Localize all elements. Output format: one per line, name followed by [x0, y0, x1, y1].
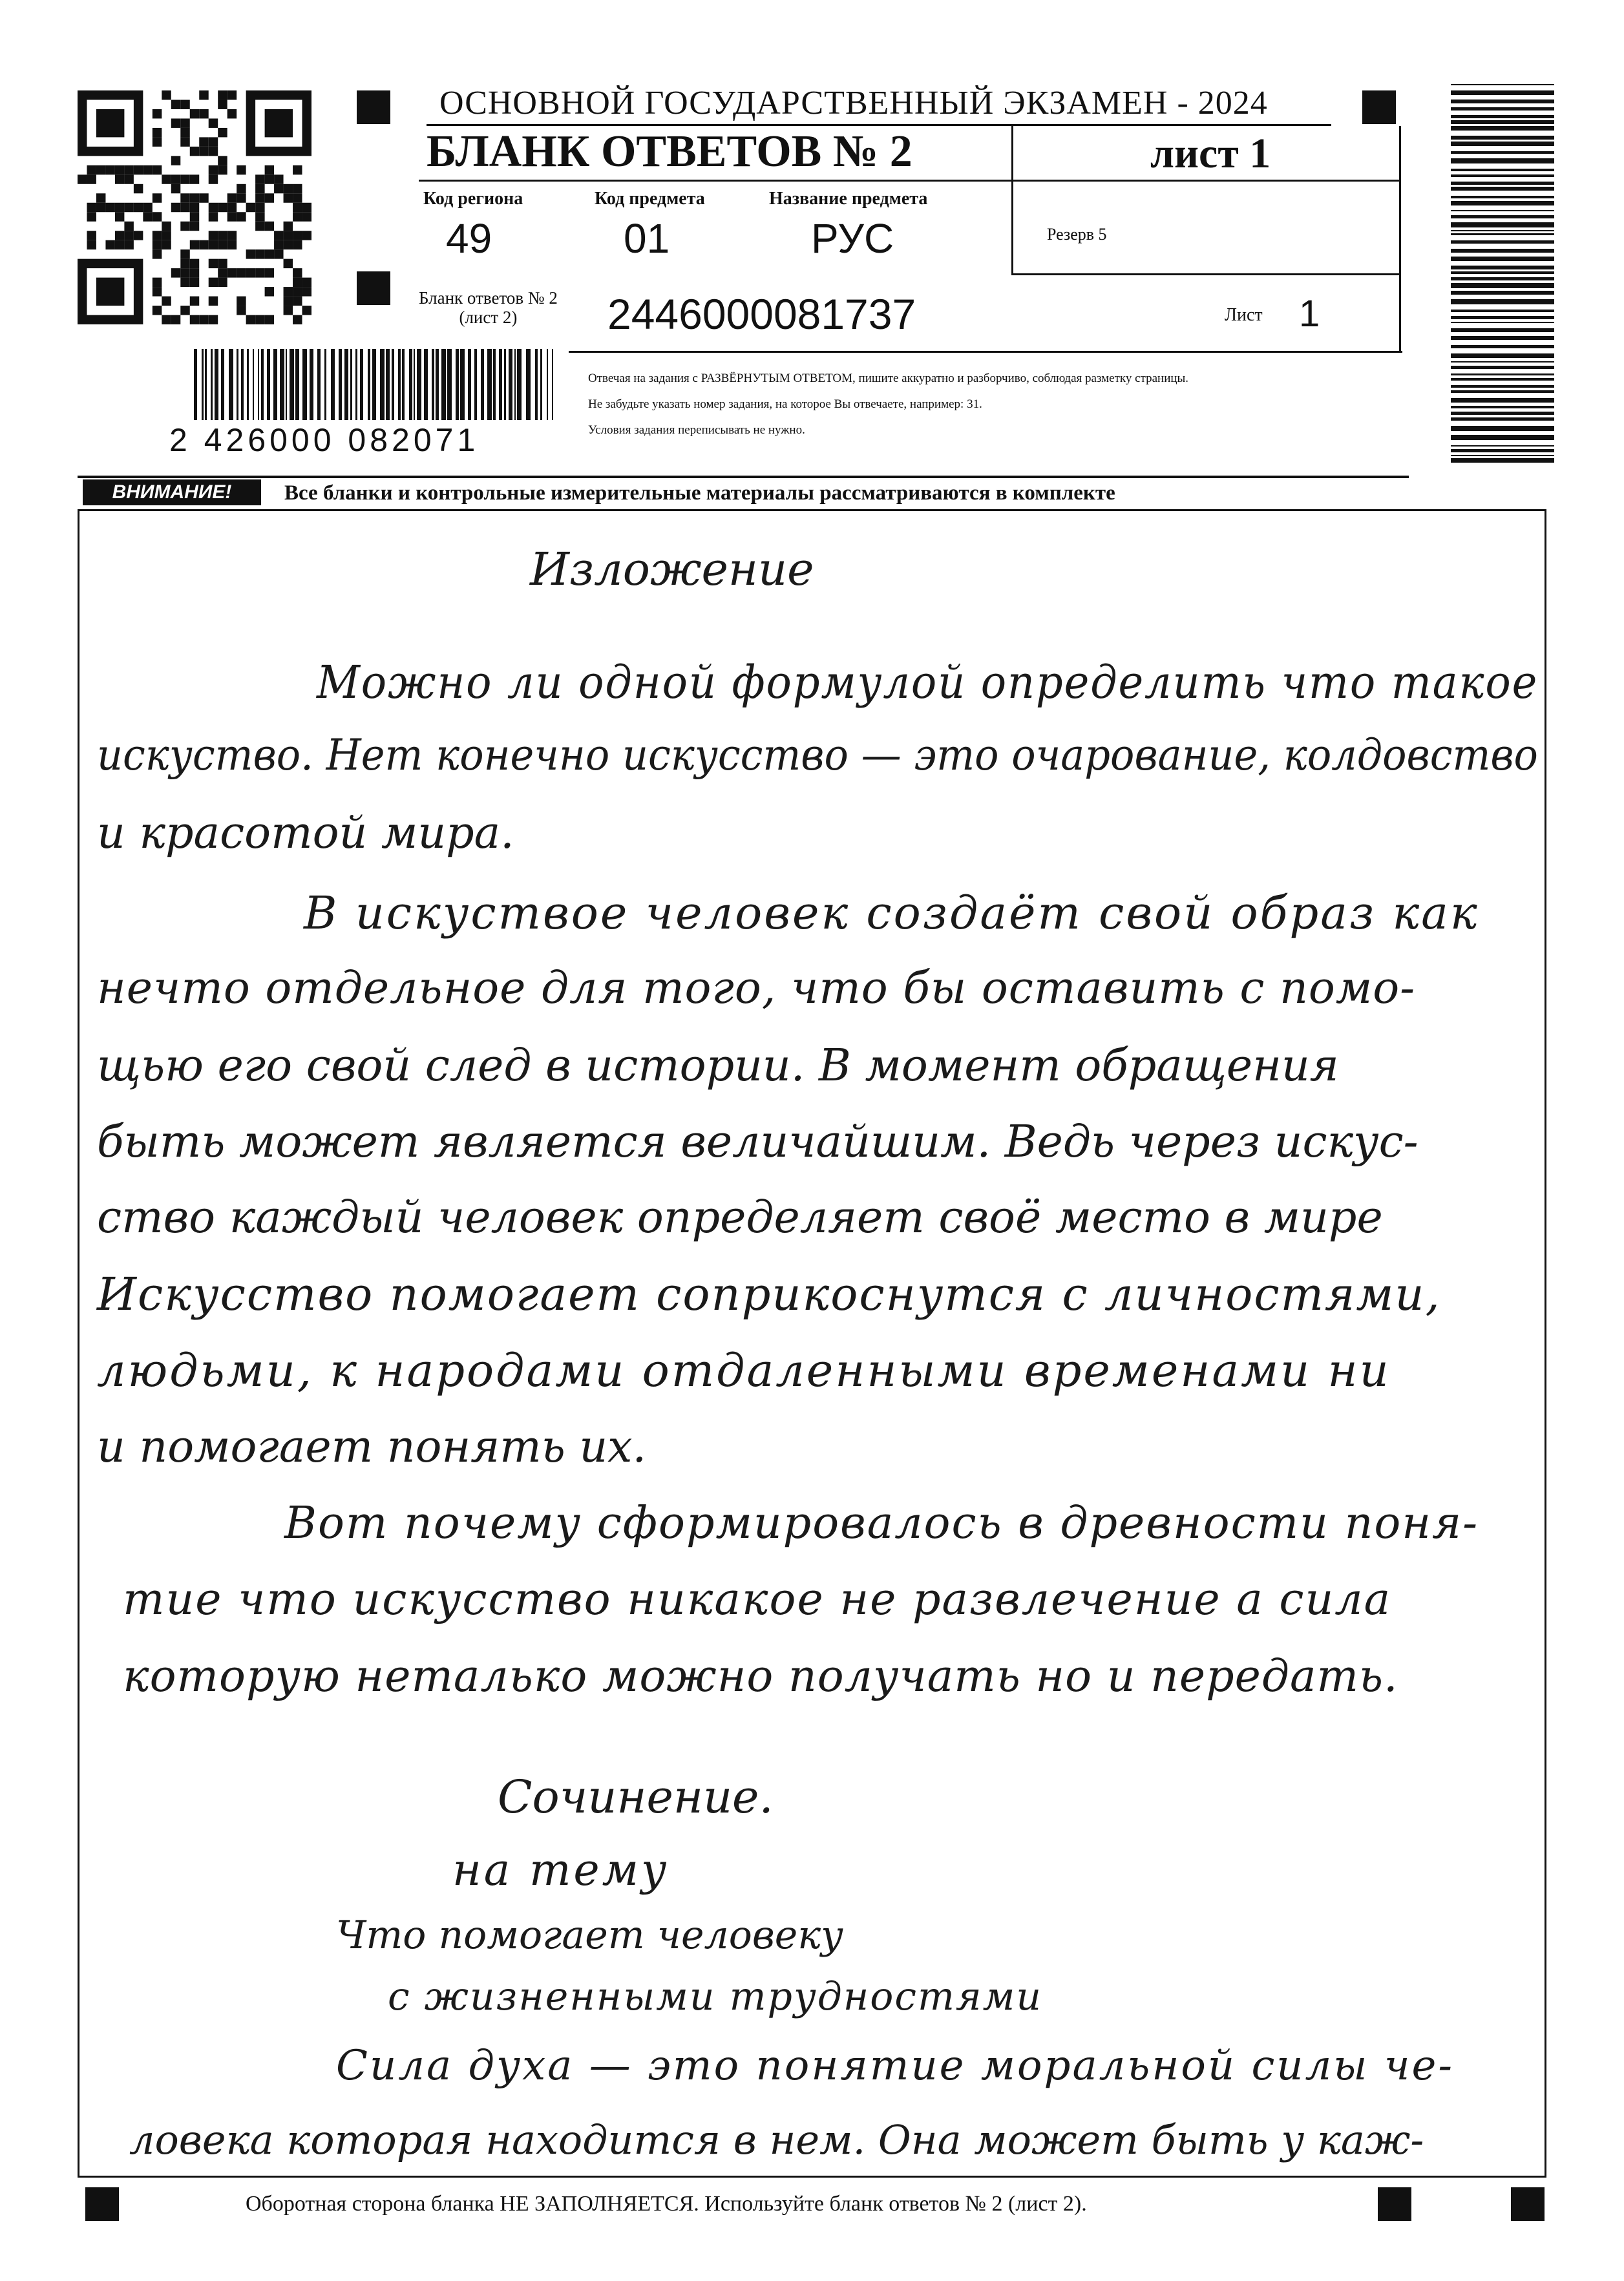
subject-code-value: 01: [624, 215, 670, 262]
handwritten-line: В искуствое человек создаёт свой образ как: [304, 887, 1479, 940]
header-bottom-rule: [78, 476, 1409, 478]
registration-mark-bottom-right-2: [1511, 2187, 1545, 2221]
blank-number: 2446000081737: [607, 290, 916, 338]
qr-code: [78, 90, 311, 324]
handwritten-line: быть может является величайшим. Ведь через искус-: [97, 1117, 1418, 1168]
handwritten-line: на тему: [452, 1845, 670, 1896]
header-right-edge: [1399, 126, 1401, 352]
footer-text: Оборотная сторона бланка НЕ ЗАПОЛНЯЕТСЯ. Используйте бланк ответов № 2 (лист 2).: [246, 2192, 1087, 2216]
handwritten-line: которую неталько можно получать но и передать.: [123, 1651, 1398, 1702]
handwritten-line: тие что искусство никакое не развлечение а сила: [123, 1574, 1392, 1625]
barcode: [194, 349, 556, 420]
handwritten-line: Сочинение.: [498, 1771, 774, 1824]
form-reference-line1: Бланк ответов № 2: [419, 288, 558, 308]
attention-badge: ВНИМАНИЕ!: [83, 479, 261, 505]
form-title: БЛАНК ОТВЕТОВ № 2: [427, 127, 912, 176]
sheet-label: Лист: [1225, 305, 1263, 325]
handwritten-line: нечто отдельное для того, что бы оставить с помо-: [97, 963, 1416, 1014]
handwritten-line: Изложение: [530, 543, 814, 596]
handwritten-line: Сила духа — это понятие моральной силы че-: [336, 2042, 1455, 2090]
subject-code-label: Код предмета: [595, 189, 705, 209]
side-barcode: [1451, 84, 1554, 465]
registration-mark-bottom-left: [85, 2187, 119, 2221]
header-rule-2: [1011, 273, 1401, 275]
region-code-value: 49: [446, 215, 492, 262]
instruction-line-1: Отвечая на задания с РАЗВЁРНУТЫМ ОТВЕТОМ, пишите аккуратно и разборчиво, соблюдая разметку страницы.: [588, 372, 1189, 385]
attention-text: Все бланки и контрольные измерительные материалы рассматриваются в комплекте: [284, 481, 1115, 505]
handwritten-line: людьми, к народами отдаленными временами ни: [97, 1344, 1391, 1397]
sheet-number: 1: [1299, 293, 1320, 335]
handwritten-line: с жизненными трудностями: [388, 1974, 1043, 2019]
handwritten-line: Вот почему сформировалось в древности поня-: [284, 1498, 1479, 1549]
handwritten-line: искуство. Нет конечно искусство — это очарование, колдовство: [97, 730, 1538, 780]
header-vertical-divider: [1011, 126, 1013, 275]
reserve-label: Резерв 5: [1047, 225, 1107, 244]
handwritten-line: Можно ли одной формулой определить что такое: [317, 656, 1539, 709]
handwritten-line: и красотой мира.: [97, 808, 514, 859]
sheet-title: лист 1: [1150, 130, 1271, 177]
header-rule-3: [569, 351, 1402, 353]
subject-name-label: Название предмета: [769, 189, 928, 209]
form-reference-line2: (лист 2): [459, 308, 518, 327]
handwritten-line: ство каждый человек определяет своё место в мире: [97, 1192, 1383, 1243]
handwritten-line: Что помогает человеку: [336, 1913, 843, 1958]
handwritten-line: щью его свой след в истории. В момент обращения: [97, 1040, 1339, 1091]
handwritten-line: ловека которая находится в нем. Она может быть у каж-: [129, 2116, 1424, 2163]
exam-title: ОСНОВНОЙ ГОСУДАРСТВЕННЫЙ ЭКЗАМЕН - 2024: [439, 85, 1268, 121]
registration-mark-bottom-right-1: [1378, 2187, 1411, 2221]
registration-mark-top-right: [1362, 90, 1396, 124]
region-code-label: Код региона: [423, 189, 523, 209]
handwritten-line: и помогает понять их.: [97, 1422, 647, 1473]
header-rule-1: [419, 180, 1401, 182]
instruction-line-2: Не забудьте указать номер задания, на которое Вы отвечаете, например: 31.: [588, 397, 982, 411]
barcode-digits: 2 426000 082071: [169, 422, 480, 458]
registration-mark-top-left: [357, 90, 390, 124]
handwritten-line: Искусство помогает соприкоснутся с личностями,: [97, 1268, 1441, 1321]
form-reference: [419, 288, 558, 327]
registration-mark-mid-left: [357, 271, 390, 305]
subject-name-value: РУС: [811, 215, 894, 262]
instruction-line-3: Условия задания переписывать не нужно.: [588, 423, 805, 437]
